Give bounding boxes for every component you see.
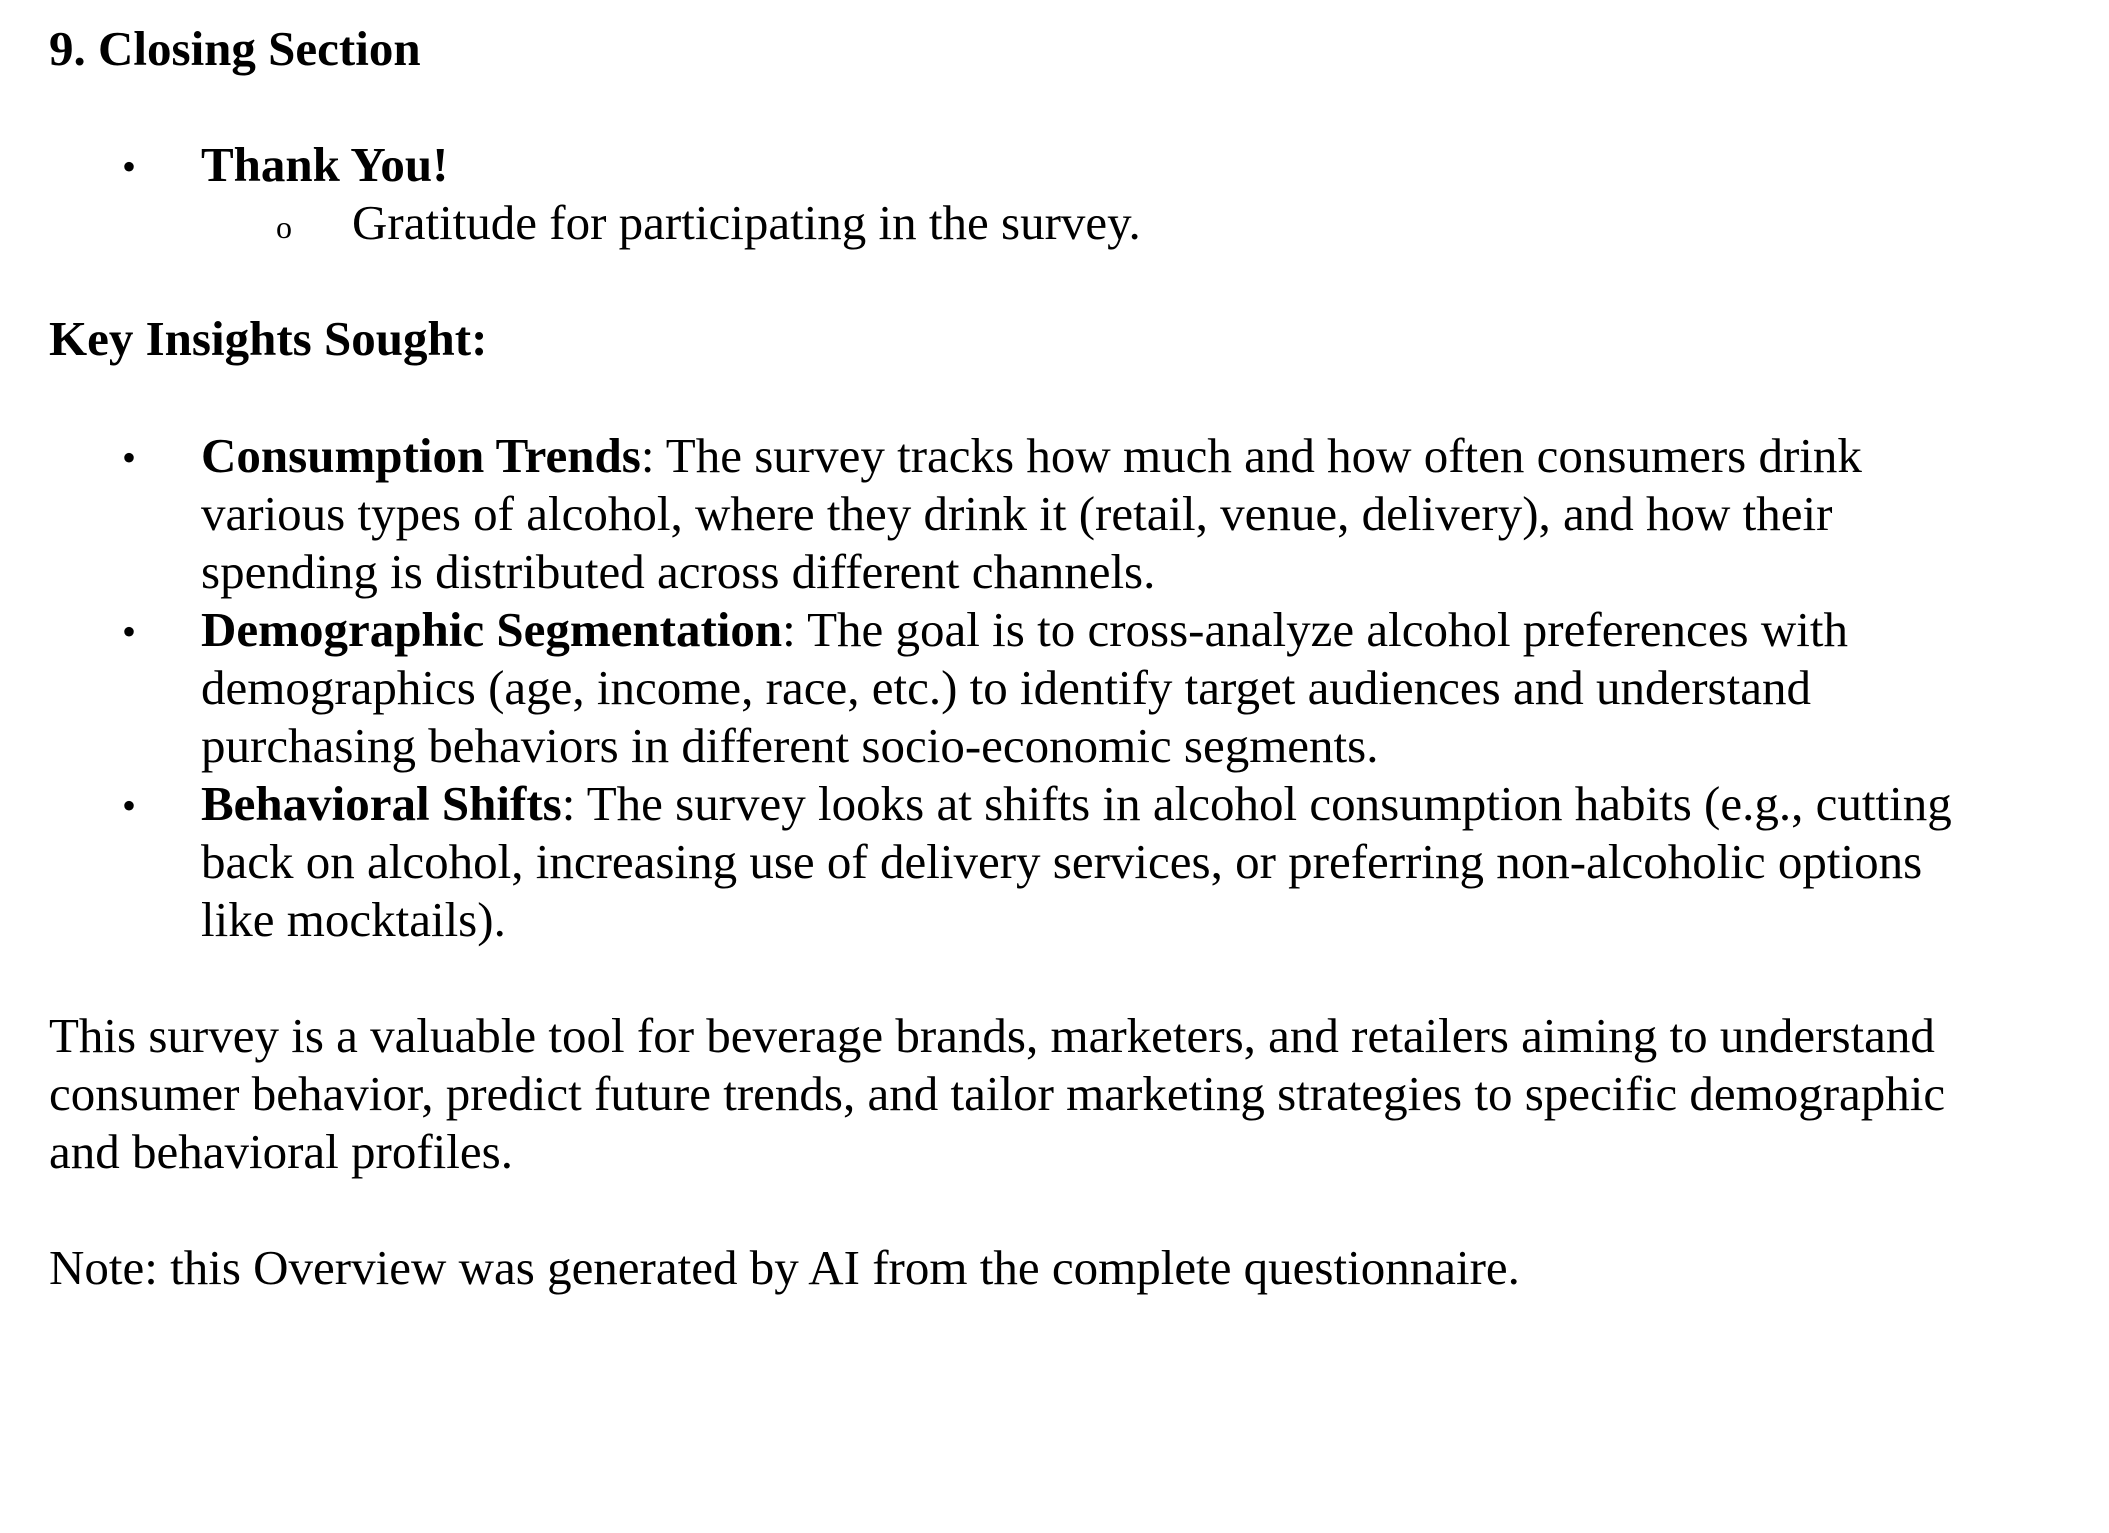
insight-term: Demographic Segmentation	[201, 602, 783, 657]
insight-item-demographic-line-3: purchasing behaviors in different socio-economic segments.	[201, 718, 1379, 773]
insight-item-demographic-line-2: demographics (age, income, race, etc.) to identify target audiences and understand	[201, 660, 1811, 715]
insight-item-consumption-line-1	[201, 427, 1862, 485]
ai-note: Note: this Overview was generated by AI from the complete questionnaire.	[49, 1240, 1520, 1295]
sub-bullet-icon: o	[276, 209, 292, 245]
summary-line-2: consumer behavior, predict future trends, and tailor marketing strategies to specific demographic	[49, 1066, 1946, 1121]
insight-term: Behavioral Shifts	[201, 776, 562, 831]
insight-text: : The survey tracks how much and how often consumers drink	[640, 428, 1862, 483]
insight-item-behavioral-line-2: back on alcohol, increasing use of delivery services, or preferring non-alcoholic options	[201, 834, 1923, 889]
insight-item-behavioral-line-3: like mocktails).	[201, 892, 506, 947]
gratitude-text: Gratitude for participating in the survey.	[352, 195, 1141, 250]
bullet-icon: •	[122, 609, 137, 654]
summary-line-3: and behavioral profiles.	[49, 1124, 513, 1179]
insight-item-consumption-line-3: spending is distributed across different channels.	[201, 544, 1156, 599]
insight-item-consumption-line-2: various types of alcohol, where they drink it (retail, venue, delivery), and how their	[201, 486, 1833, 541]
closing-section-heading: 9. Closing Section	[49, 21, 421, 76]
bullet-icon: •	[122, 783, 137, 828]
insight-text: : The goal is to cross-analyze alcohol preferences with	[782, 602, 1848, 657]
insight-item-behavioral-line-1	[201, 775, 1952, 833]
key-insights-heading: Key Insights Sought:	[49, 311, 488, 366]
bullet-icon: •	[122, 435, 137, 480]
insight-text: : The survey looks at shifts in alcohol consumption habits (e.g., cutting	[561, 776, 1952, 831]
summary-line-1: This survey is a valuable tool for beverage brands, marketers, and retailers aiming to understand	[49, 1008, 1935, 1063]
thank-you-heading: Thank You!	[201, 137, 449, 192]
insight-item-demographic-line-1	[201, 601, 1848, 659]
bullet-icon: •	[122, 144, 137, 189]
insight-term: Consumption Trends	[201, 428, 641, 483]
